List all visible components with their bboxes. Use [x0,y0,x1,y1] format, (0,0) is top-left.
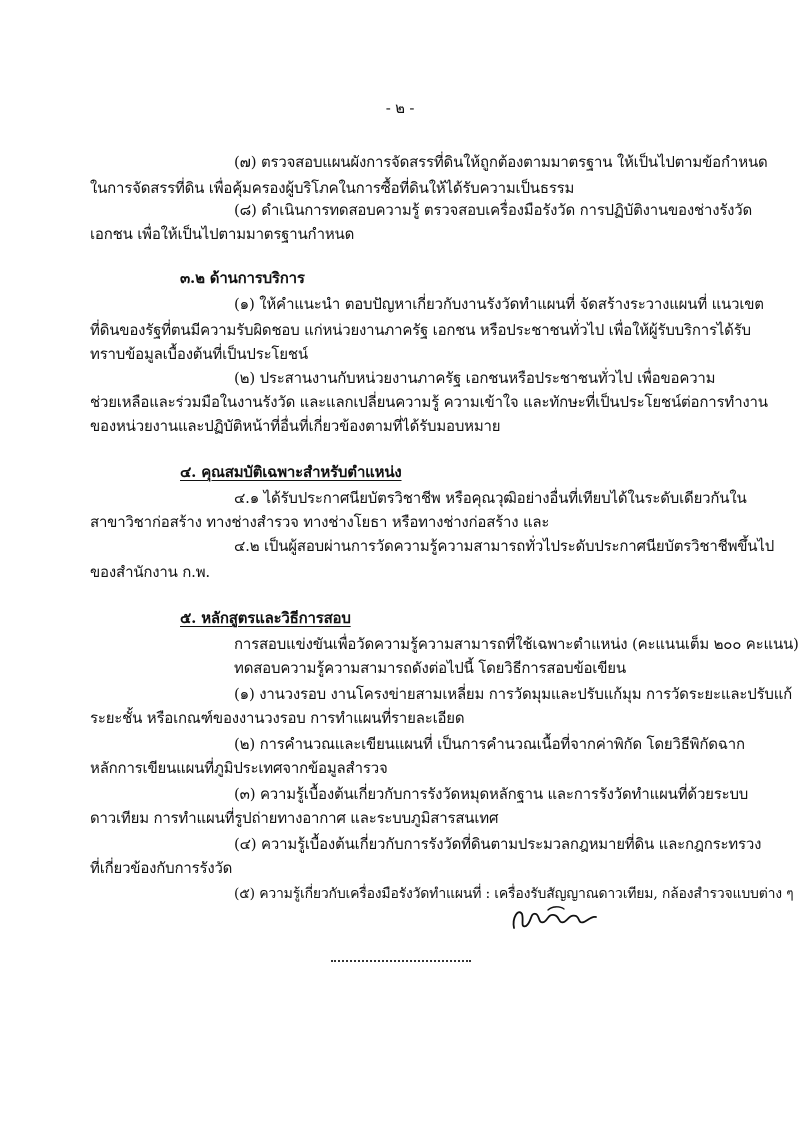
exam-topic-2-line2: หลักการเขียนแผนที่ภูมิประเทศจากข้อมูลสำรวจ [90,759,388,777]
service-item-1-line1: (๑) ให้คำแนะนำ ตอบปัญหาเกี่ยวกับงานรังวัดทำแผนที่ จัดสร้างระวางแผนที่ แนวเขต [234,295,764,313]
exam-topic-3-line1: (๓) ความรู้เบื้องต้นเกี่ยวกับการรังวัดหมุดหลักฐาน และการรังวัดทำแผนที่ด้วยระบบ [234,785,749,803]
exam-topic-3-line2: ดาวเทียม การทำแผนที่รูปถ่ายทางอากาศ และระบบภูมิสารสนเทศ [90,809,499,827]
closing-dotted-line [331,960,471,962]
exam-topic-4-line2: ที่เกี่ยวข้องกับการรังวัด [90,859,233,877]
section-5-intro-line1: การสอบแข่งขันเพื่อวัดความรู้ความสามารถที่ใช้เฉพาะตำแหน่ง (คะแนนเต็ม ๒๐๐ คะแนน) [234,635,799,653]
exam-topic-5-line1: (๕) ความรู้เกี่ยวกับเครื่องมือรังวัดทำแผนที่ : เครื่องรับสัญญาณดาวเทียม, กล้องสำรวจแบบต่าง ๆ [234,886,794,902]
section-5-heading: ๕. หลักสูตรและวิธีการสอบ [180,609,351,627]
handwritten-signature [508,900,598,934]
exam-topic-1-line2: ระยะชั้น หรือเกณฑ์ของงานวงรอบ การทำแผนที่รายละเอียด [90,709,465,727]
item-8-line2: เอกชน เพื่อให้เป็นไปตามมาตรฐานกำหนด [90,225,355,243]
qualification-1-line1: ๔.๑ ได้รับประกาศนียบัตรวิชาชีพ หรือคุณวุฒิอย่างอื่นที่เทียบได้ในระดับเดียวกันใน [234,489,747,507]
section-5-intro-line2: ทดสอบความรู้ความสามารถดังต่อไปนี้ โดยวิธีการสอบข้อเขียน [234,659,626,677]
qualification-2-line2: ของสำนักงาน ก.พ. [90,563,210,581]
section-4-heading: ๔. คุณสมบัติเฉพาะสำหรับตำแหน่ง [180,463,402,481]
exam-topic-4-line1: (๔) ความรู้เบื้องต้นเกี่ยวกับการรังวัดที่ดินตามประมวลกฎหมายที่ดิน และกฎกระทรวง [234,835,762,853]
service-item-2-line2: ช่วยเหลือและร่วมมือในงานรังวัด และแลกเปลี่ยนความรู้ ความเข้าใจ และทักษะที่เป็นประโยชน์ต่อการทำงาน [90,393,768,411]
exam-topic-1-line1: (๑) งานวงรอบ งานโครงข่ายสามเหลี่ยม การวัดมุมและปรับแก้มุม การวัดระยะและปรับแก้ [234,685,793,703]
qualification-2-line1: ๔.๒ เป็นผู้สอบผ่านการวัดความรู้ความสามารถทั่วไประดับประกาศนียบัตรวิชาชีพขึ้นไป [234,537,775,555]
page-number: - ๒ - [385,99,415,117]
item-8-line1: (๘) ดำเนินการทดสอบความรู้ ตรวจสอบเครื่องมือรังวัด การปฏิบัติงานของช่างรังวัด [234,201,753,219]
section-3-2-heading: ๓.๒ ด้านการบริการ [180,269,305,287]
item-7-line1: (๗) ตรวจสอบแผนผังการจัดสรรที่ดินให้ถูกต้องตามมาตรฐาน ให้เป็นไปตามข้อกำหนด [234,153,768,171]
service-item-2-line1: (๒) ประสานงานกับหน่วยงานภาครัฐ เอกชนหรือประชาชนทั่วไป เพื่อขอความ [234,369,716,387]
qualification-1-line2: สาขาวิชาก่อสร้าง ทางช่างสำรวจ ทางช่างโยธา หรือทางช่างก่อสร้าง และ [90,513,550,531]
service-item-1-line2: ที่ดินของรัฐที่ตนมีความรับผิดชอบ แก่หน่วยงานภาครัฐ เอกชน หรือประชาชนทั่วไป เพื่อให้ผู้รับบริการได้รับ [90,321,751,339]
item-7-line2: ในการจัดสรรที่ดิน เพื่อคุ้มครองผู้บริโภคในการซื้อที่ดินให้ได้รับความเป็นธรรม [90,179,575,197]
service-item-1-line3: ทราบข้อมูลเบื้องต้นที่เป็นประโยชน์ [90,345,308,363]
service-item-2-line3: ของหน่วยงานและปฏิบัติหน้าที่อื่นที่เกี่ยวข้องตามที่ได้รับมอบหมาย [90,417,501,435]
exam-topic-2-line1: (๒) การคำนวณและเขียนแผนที่ เป็นการคำนวณเนื้อที่จากค่าพิกัด โดยวิธีพิกัดฉาก [234,735,745,753]
